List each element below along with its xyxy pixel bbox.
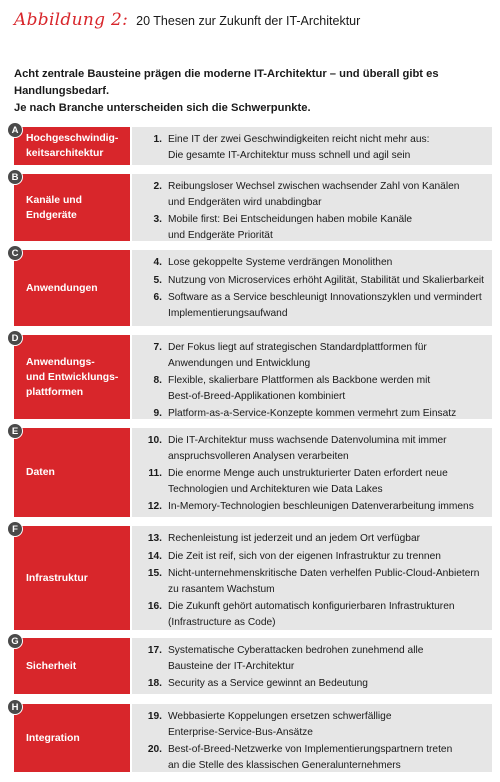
section-c bbox=[8, 247, 492, 326]
section-letter-badge: F bbox=[7, 521, 23, 537]
theses-list bbox=[8, 0, 492, 782]
thesis-item bbox=[132, 255, 484, 271]
thesis-text bbox=[168, 340, 484, 371]
section-label-line: und Entwicklungs- bbox=[26, 371, 119, 383]
section-label-line: Hochgeschwindig- bbox=[26, 133, 119, 144]
thesis-text bbox=[168, 290, 484, 321]
section-f bbox=[8, 523, 492, 630]
thesis-text-line: Technologien und Architekturen wie Data Lakes bbox=[168, 483, 383, 495]
thesis-text-line: Anwendungen und Entwicklung bbox=[168, 357, 311, 369]
section-letter-badge: C bbox=[7, 245, 23, 261]
theses-box bbox=[132, 335, 492, 419]
section-label-line: plattformen bbox=[26, 386, 84, 398]
section-e bbox=[8, 425, 492, 517]
thesis-item bbox=[132, 290, 484, 321]
section-label-line: Infrastruktur bbox=[26, 572, 88, 584]
intro-line-2: Je nach Branche unterscheiden sich die Schwerpunkte. bbox=[14, 102, 311, 114]
thesis-text bbox=[168, 179, 484, 210]
theses-box bbox=[132, 638, 492, 694]
section-b bbox=[8, 171, 492, 241]
thesis-text-line: und Endgeräten wird unabdingbar bbox=[168, 196, 322, 208]
theses-box bbox=[132, 526, 492, 630]
thesis-item bbox=[132, 599, 484, 630]
section-label bbox=[14, 127, 130, 165]
section-label-line: Endgeräte bbox=[26, 209, 77, 221]
thesis-text-line: Security as a Service gewinnt an Bedeutung bbox=[168, 678, 368, 689]
thesis-text-line: Best-of-Breed-Applikationen kombiniert bbox=[168, 390, 346, 402]
section-label bbox=[14, 428, 130, 517]
thesis-number: 12. bbox=[147, 501, 162, 512]
thesis-text bbox=[168, 273, 484, 289]
section-letter-badge: H bbox=[7, 699, 23, 715]
section-label bbox=[14, 704, 130, 772]
thesis-item bbox=[132, 742, 484, 773]
thesis-number: 2. bbox=[153, 181, 162, 192]
thesis-text bbox=[168, 255, 484, 271]
thesis-text-line: Flexible, skalierbare Plattformen als Backbone werden mit bbox=[168, 375, 431, 386]
thesis-number: 14. bbox=[147, 550, 162, 562]
thesis-text-line: Mobile first: Bei Entscheidungen haben mobile Kanäle bbox=[168, 214, 413, 225]
thesis-number: 9. bbox=[153, 408, 162, 419]
thesis-number: 5. bbox=[153, 274, 162, 286]
thesis-number: 20. bbox=[147, 744, 162, 755]
theses-box bbox=[132, 704, 492, 772]
thesis-text-line: Enterprise-Service-Bus-Ansätze bbox=[168, 726, 313, 738]
section-letter-badge: D bbox=[7, 330, 23, 346]
figure-title: 20 Thesen zur Zukunft der IT-Architektur bbox=[136, 14, 361, 28]
thesis-number: 11. bbox=[148, 468, 162, 479]
thesis-text bbox=[168, 466, 484, 497]
theses-box bbox=[132, 174, 492, 241]
thesis-item bbox=[132, 212, 484, 243]
thesis-item bbox=[132, 566, 484, 597]
section-label bbox=[14, 335, 130, 419]
thesis-number: 17. bbox=[147, 645, 162, 656]
thesis-text-line: Platform-as-a-Service-Konzepte kommen vermehrt zum Einsatz bbox=[168, 408, 457, 419]
thesis-number: 3. bbox=[153, 214, 162, 225]
thesis-text-line: zu rasantem Wachstum bbox=[168, 583, 275, 595]
thesis-text-line: Webbasierte Koppelungen ersetzen schwerfällige bbox=[168, 711, 392, 722]
thesis-item bbox=[132, 340, 484, 371]
thesis-item bbox=[132, 531, 484, 547]
thesis-text bbox=[168, 531, 484, 547]
section-d bbox=[8, 332, 492, 419]
thesis-text-line: Reibungsloser Wechsel zwischen wachsender Zahl von Kanälen bbox=[168, 181, 460, 192]
thesis-text bbox=[168, 709, 484, 740]
thesis-text-line: und Endgeräte Priorität bbox=[168, 229, 273, 241]
thesis-text bbox=[168, 549, 484, 565]
theses-box bbox=[132, 250, 492, 326]
intro-line-1: Acht zentrale Bausteine prägen die moderne IT-Architektur – und überall gibt es Handlungsbedarf. bbox=[14, 68, 439, 97]
thesis-text-line: anspruchsvolleren Analysen verarbeiten bbox=[168, 450, 349, 462]
thesis-text-line: Best-of-Breed-Netzwerke von Implementierungspartnern treten bbox=[168, 744, 453, 755]
thesis-text-line: Implementierungsaufwand bbox=[168, 307, 288, 319]
thesis-number: 13. bbox=[147, 533, 162, 544]
section-label bbox=[14, 174, 130, 241]
section-h bbox=[8, 701, 492, 772]
thesis-text bbox=[168, 742, 484, 773]
thesis-text-line: Die Zeit ist reif, sich von der eigenen Infrastruktur zu trennen bbox=[168, 550, 441, 562]
thesis-text-line: Der Fokus liegt auf strategischen Standardplattformen für bbox=[168, 342, 427, 353]
thesis-item bbox=[132, 433, 484, 464]
thesis-text-line: an die Stelle des klassischen Generalunternehmers bbox=[168, 759, 401, 771]
section-letter-badge: E bbox=[7, 423, 23, 439]
thesis-text bbox=[168, 406, 484, 422]
thesis-text-line: Bausteine der IT-Architektur bbox=[168, 660, 295, 672]
thesis-text-line: Nicht-unternehmenskritische Daten verhelfen Public-Cloud-Anbietern bbox=[168, 568, 480, 579]
thesis-item bbox=[132, 179, 484, 210]
section-letter-badge: A bbox=[7, 122, 23, 138]
section-letter-badge: B bbox=[7, 169, 23, 185]
thesis-text-line: Software as a Service beschleunigt Innovationszyklen und vermindert bbox=[168, 292, 482, 303]
thesis-item bbox=[132, 406, 484, 422]
thesis-text bbox=[168, 212, 484, 243]
thesis-number: 7. bbox=[153, 342, 162, 353]
section-letter-badge: G bbox=[7, 633, 23, 649]
theses-box bbox=[132, 127, 492, 165]
thesis-item bbox=[132, 373, 484, 404]
section-g bbox=[8, 635, 492, 694]
thesis-item bbox=[132, 273, 484, 289]
thesis-item bbox=[132, 466, 484, 497]
section-a bbox=[8, 124, 492, 165]
thesis-item bbox=[132, 676, 484, 692]
thesis-text-line: Eine IT der zwei Geschwindigkeiten reicht nicht mehr aus: bbox=[168, 134, 430, 145]
thesis-text-line: Die Zukunft gehört automatisch konfigurierbaren Infrastrukturen bbox=[168, 601, 455, 612]
thesis-text-line: Systematische Cyberattacken bedrohen zunehmend alle bbox=[168, 645, 424, 656]
thesis-number: 4. bbox=[153, 257, 162, 268]
thesis-item bbox=[132, 132, 484, 163]
thesis-number: 10. bbox=[147, 435, 162, 446]
thesis-text bbox=[168, 676, 484, 692]
thesis-text bbox=[168, 599, 484, 630]
section-label-line: Kanäle und bbox=[26, 194, 83, 206]
section-label-line: Sicherheit bbox=[26, 660, 77, 672]
thesis-text bbox=[168, 132, 484, 163]
theses-box bbox=[132, 428, 492, 517]
thesis-text bbox=[168, 643, 484, 674]
thesis-number: 15. bbox=[147, 568, 162, 579]
thesis-number: 8. bbox=[153, 375, 162, 386]
thesis-text bbox=[168, 566, 484, 597]
thesis-item bbox=[132, 549, 484, 565]
thesis-number: 6. bbox=[153, 292, 162, 303]
thesis-text bbox=[168, 373, 484, 404]
thesis-text-line: Rechenleistung ist jederzeit und an jedem Ort verfügbar bbox=[168, 533, 420, 544]
section-label-line: Anwendungen bbox=[26, 282, 98, 294]
thesis-text-line: Die enorme Menge auch unstrukturierter Daten erfordert neue bbox=[168, 468, 448, 479]
figure-label: Abbildung 2: bbox=[14, 10, 129, 30]
thesis-number: 19. bbox=[147, 711, 162, 722]
thesis-text-line: Die gesamte IT-Architektur muss schnell und agil sein bbox=[168, 149, 411, 161]
thesis-text bbox=[168, 433, 484, 464]
thesis-text-line: Lose gekoppelte Systeme verdrängen Monolithen bbox=[168, 257, 393, 268]
thesis-number: 18. bbox=[147, 678, 162, 689]
thesis-item bbox=[132, 643, 484, 674]
thesis-number: 1. bbox=[153, 134, 162, 145]
section-label-line: keitsarchitektur bbox=[26, 148, 104, 159]
thesis-item bbox=[132, 499, 484, 515]
thesis-text-line: Die IT-Architektur muss wachsende Datenvolumina mit immer bbox=[168, 435, 447, 446]
section-label-line: Daten bbox=[26, 467, 55, 478]
thesis-text-line: (Infrastructure as Code) bbox=[168, 616, 276, 628]
section-label-line: Integration bbox=[26, 732, 80, 744]
section-label bbox=[14, 250, 130, 326]
thesis-item bbox=[132, 709, 484, 740]
thesis-text bbox=[168, 499, 484, 515]
section-label bbox=[14, 638, 130, 694]
section-label-line: Anwendungs- bbox=[26, 356, 95, 368]
thesis-number: 16. bbox=[147, 601, 162, 612]
thesis-text-line: Nutzung von Microservices erhöht Agilität, Stabilität und Skalierbarkeit bbox=[168, 274, 484, 286]
section-label bbox=[14, 526, 130, 630]
thesis-text-line: In-Memory-Technologien beschleunigen Datenverarbeitung immens bbox=[168, 501, 474, 512]
